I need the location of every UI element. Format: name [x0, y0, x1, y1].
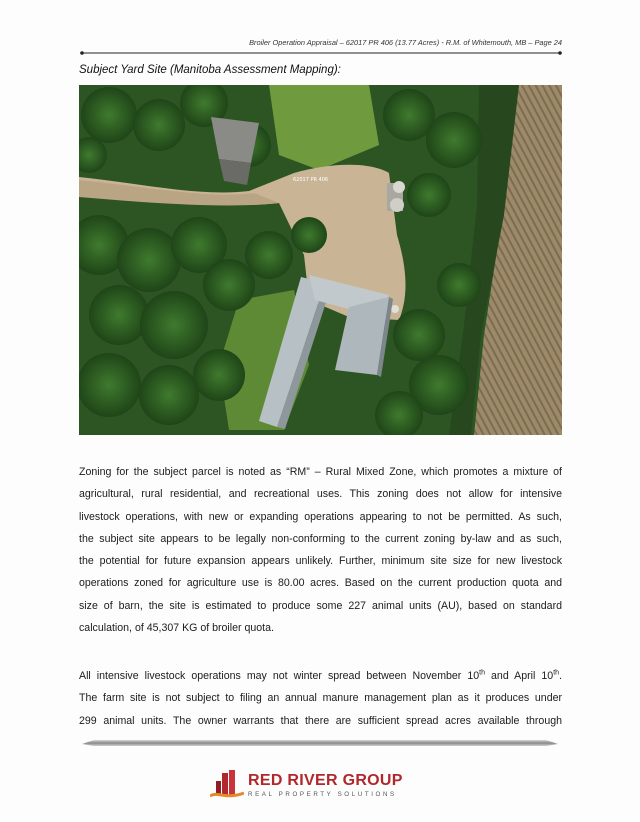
- paragraph-line: size of barn, the site is estimated to produce some 227 animal units (AU), based on standard: [79, 599, 562, 612]
- zoning-paragraph: [79, 461, 562, 639]
- paragraph-line: All intensive livestock operations may not winter spread between November 10th and April 10th.: [79, 669, 562, 682]
- logo-name: RED RIVER GROUP: [248, 772, 403, 789]
- red-river-logo-icon: [210, 769, 244, 801]
- logo-tagline: REAL PROPERTY SOLUTIONS: [248, 791, 397, 798]
- paragraph-line: agricultural, rural residential, and recreational uses. This zoning does not allow for intensive: [79, 488, 562, 501]
- paragraph-line: livestock operations, with new or expanding operations appearing to not be permitted. As such,: [79, 510, 562, 523]
- company-logo: [210, 769, 430, 803]
- paragraph-line: The farm site is not subject to filing an annual manure management plan as it produces under: [79, 692, 562, 705]
- paragraph-line: the subject site appears to be legally non-conforming to the current zoning by-law and as such,: [79, 532, 562, 545]
- paragraph-line: operations zoned for agriculture use is 80.00 acres. Based on the current production quota and: [79, 577, 562, 590]
- paragraph-line: Zoning for the subject parcel is noted as “RM” – Rural Mixed Zone, which promotes a mixture of: [79, 466, 562, 478]
- manure-paragraph: [79, 665, 562, 732]
- road-label: 62017 PR 406: [293, 177, 329, 183]
- header-rule: [80, 51, 562, 55]
- paragraph-line: calculation, of 45,307 KG of broiler quota.: [79, 622, 274, 635]
- section-title: Subject Yard Site (Manitoba Assessment Mapping):: [79, 64, 341, 76]
- aerial-photo: [79, 85, 562, 435]
- footer-rule: [82, 738, 558, 747]
- paragraph-line: 299 animal units. The owner warrants that there are sufficient spread acres available through: [79, 714, 562, 727]
- running-header: Broiler Operation Appraisal – 62017 PR 406 (13.77 Acres) - R.M. of Whitemouth, MB – Page 24: [249, 38, 562, 47]
- paragraph-line: the potential for future expansion appears unlikely. Further, minimum site size for new livestock: [79, 555, 562, 568]
